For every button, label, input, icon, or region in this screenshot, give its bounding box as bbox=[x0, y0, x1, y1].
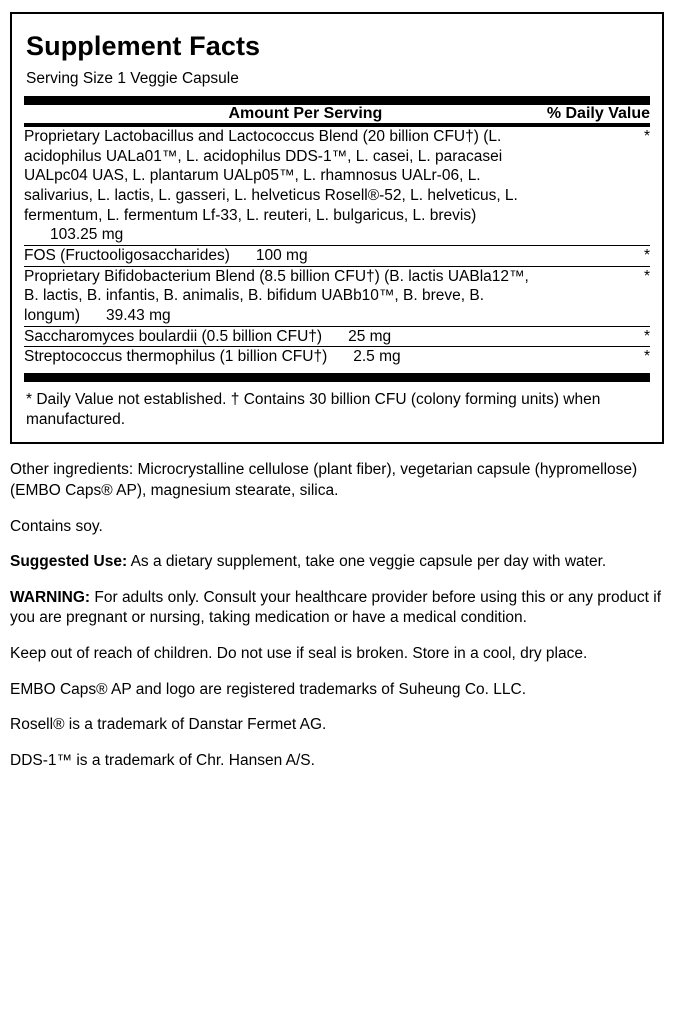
supplement-facts-label bbox=[0, 12, 674, 1036]
label-body-copy bbox=[10, 460, 664, 771]
panel-title: Supplement Facts bbox=[26, 31, 261, 61]
nutrient-name bbox=[24, 127, 547, 245]
nutrient-name-text: Proprietary Bifidobacterium Blend (8.5 billion CFU†) (B. lactis UABla12™, B. lactis, B. infantis, B. animalis, B. bifidum UABb10™, B. breve, B. longum) bbox=[24, 267, 529, 324]
trademark-embo: EMBO Caps® AP and logo are registered trademarks of Suheung Co. LLC. bbox=[10, 680, 527, 698]
suggested-use-text: As a dietary supplement, take one veggie capsule per day with water. bbox=[127, 553, 607, 571]
nutrient-name bbox=[24, 246, 547, 266]
facts-header-row bbox=[24, 105, 650, 123]
nutrient-name-text: Proprietary Lactobacillus and Lactococcus Blend (20 billion CFU†) (L. acidophilus UALa01™, L. acidophilus DDS-1™, L. casei, L. paracasei UALpc04 UAS, L. plantarum UALp05™, L. rhamnosus UALr-06, L. salivarius, L. lactis, L. gasseri, L. helveticus Rosell®-52, L. helveticus, L. fermentum, L. fermentum Lf-33, L. reuteri, L. bulgaricus, L. brevis) bbox=[24, 127, 518, 224]
nutrient-name bbox=[24, 347, 547, 367]
nutrient-daily-value: * bbox=[643, 348, 650, 366]
nutrient-name bbox=[24, 267, 547, 326]
table-row bbox=[24, 246, 650, 266]
other-ingredients: Other ingredients: Microcrystalline cellulose (plant fiber), vegetarian capsule (hypromellose) (EMBO Caps® AP), magnesium stearate, silica. bbox=[10, 461, 638, 499]
nutrient-amount: 25 mg bbox=[348, 327, 392, 345]
column-header-daily-value: % Daily Value bbox=[546, 104, 650, 122]
nutrient-name-text: Streptococcus thermophilus (1 billion CFU†) bbox=[24, 348, 328, 366]
nutrient-daily-value: * bbox=[643, 327, 650, 345]
warning-label: WARNING: bbox=[10, 588, 91, 606]
nutrient-amount: 39.43 mg bbox=[106, 306, 171, 324]
contains-statement: Contains soy. bbox=[10, 517, 103, 535]
nutrient-amount: 100 mg bbox=[255, 246, 308, 264]
table-row bbox=[24, 267, 650, 326]
divider-thick-top bbox=[24, 96, 650, 105]
nutrient-name bbox=[24, 327, 547, 347]
nutrient-amount: 2.5 mg bbox=[353, 348, 401, 366]
warning-text: For adults only. Consult your healthcare provider before using this or any product if you are pregnant or nursing, taking medication or have a medical condition. bbox=[10, 588, 662, 627]
column-header-amount: Amount Per Serving bbox=[228, 104, 383, 122]
nutrient-daily-value: * bbox=[643, 246, 650, 264]
facts-table bbox=[24, 105, 650, 367]
trademark-dds: DDS-1™ is a trademark of Chr. Hansen A/S. bbox=[10, 751, 315, 769]
nutrient-name-text: FOS (Fructooligosaccharides) bbox=[24, 246, 230, 264]
table-row bbox=[24, 347, 650, 367]
daily-value-footnote: * Daily Value not established. † Contains 30 billion CFU (colony forming units) when manufactured. bbox=[26, 391, 601, 429]
table-row bbox=[24, 327, 650, 347]
divider-thick-bottom bbox=[24, 373, 650, 382]
nutrient-daily-value: * bbox=[643, 127, 650, 145]
nutrient-name-text: Saccharomyces boulardii (0.5 billion CFU†) bbox=[24, 327, 323, 345]
supplement-facts-panel bbox=[10, 12, 664, 444]
suggested-use bbox=[10, 552, 664, 573]
nutrient-daily-value: * bbox=[643, 267, 650, 285]
storage-statement: Keep out of reach of children. Do not use if seal is broken. Store in a cool, dry place. bbox=[10, 644, 588, 662]
suggested-use-label: Suggested Use: bbox=[10, 553, 128, 571]
nutrient-amount: 103.25 mg bbox=[50, 226, 124, 244]
trademark-rosell: Rosell® is a trademark of Danstar Fermet AG. bbox=[10, 716, 327, 734]
table-row bbox=[24, 127, 650, 245]
serving-size: Serving Size 1 Veggie Capsule bbox=[26, 70, 239, 88]
warning bbox=[10, 588, 664, 629]
